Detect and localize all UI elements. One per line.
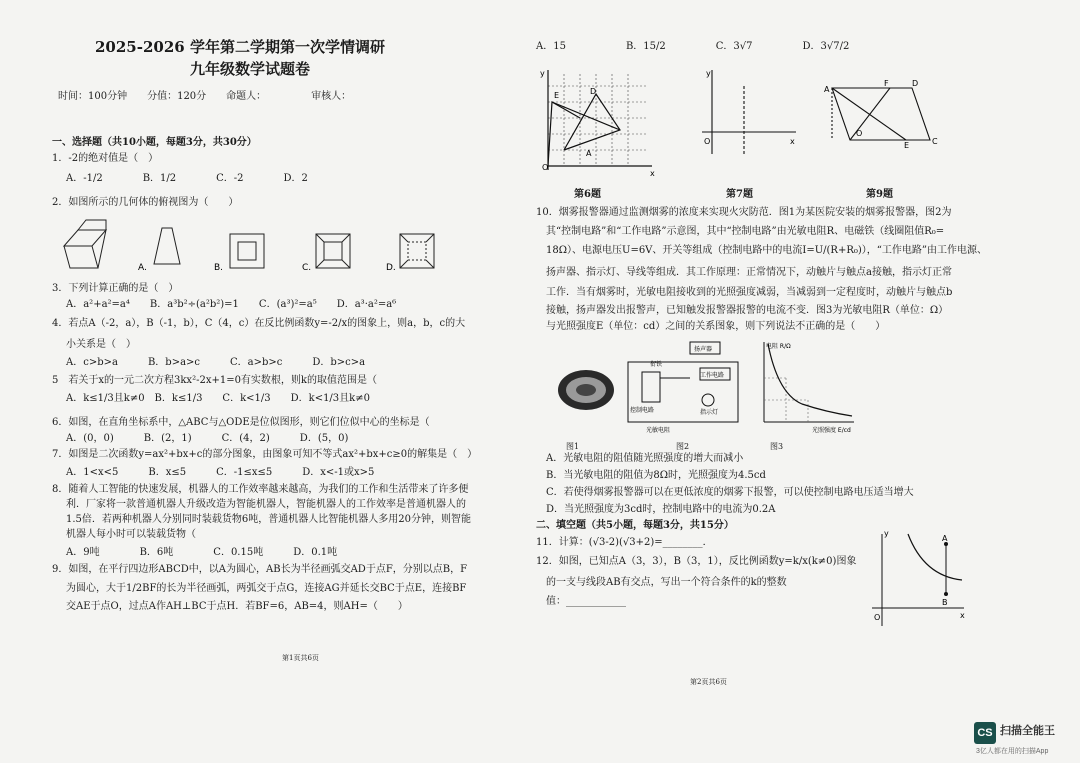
q4-options: A．c>b>a B．b>a>c C．a>b>c D．b>c>a bbox=[66, 357, 366, 368]
exam-subtitle: 九年级数学试题卷 bbox=[190, 60, 311, 78]
lamp-label: 指示灯 bbox=[700, 409, 719, 416]
svg-text:A.: A. bbox=[138, 263, 147, 273]
q3: 3．下列计算正确的是（ ） bbox=[52, 283, 179, 294]
svg-text:D: D bbox=[590, 87, 597, 96]
q8-line1: 8．随着人工智能的快速发展，机器人的工作效率越来越高，为我们的工作和生活带来了许多便 bbox=[52, 484, 469, 495]
q4: 4．若点A（-2，a），B（-1，b），C（4，c）在反比例函数y=-2/x的图象上，则a，b，c的大 bbox=[52, 318, 466, 329]
svg-text:E: E bbox=[904, 141, 910, 150]
svg-text:D.: D. bbox=[386, 263, 396, 273]
q6: 6．如图，在直角坐标系中，△ABC与△ODE是位似图形，则它们位似中心的坐标是（ bbox=[52, 417, 430, 428]
svg-text:y: y bbox=[540, 69, 545, 78]
svg-text:O: O bbox=[874, 613, 881, 622]
caption-fig7: 第7题 bbox=[726, 189, 753, 200]
q10-option-a: A．光敏电阻的阻值随光照强度的增大而减小 bbox=[546, 453, 744, 464]
svg-text:A: A bbox=[942, 534, 948, 543]
q8-line4: 机器人每小时可以装载货物（ bbox=[66, 529, 196, 540]
q10-line1: 10．烟雾报警器通过监测烟雾的浓度来实现火灾防范．图1为某医院安装的烟雾报警器，图2为 bbox=[536, 207, 952, 218]
q8-line2: 利．厂家将一款普通机器人升级改造为智能机器人，智能机器人的工作效率是普通机器人的 bbox=[66, 499, 466, 510]
page-footer-left: 第1页共6页 bbox=[282, 654, 319, 662]
q2-figures bbox=[58, 216, 438, 276]
q12-line1: 12．如图，已知点A（3，3），B（3，1），反比例函数y=k/x(k≠0)图象 bbox=[536, 556, 857, 567]
svg-text:A: A bbox=[824, 85, 830, 94]
iron-label: 衔铁 bbox=[650, 361, 663, 368]
q2: 2．如图所示的几何体的俯视图为（ ） bbox=[52, 197, 239, 208]
svg-text:y: y bbox=[706, 69, 711, 78]
q9-options: A．15 B．15/2 C．3√7 D．3√7/2 bbox=[536, 41, 850, 52]
fig3-ylabel: 电阻 R/Ω bbox=[766, 343, 791, 350]
svg-text:B: B bbox=[942, 598, 948, 607]
work-circuit-label: 工作电路 bbox=[700, 372, 725, 379]
q10-line6: 接触，扬声器发出报警声，已知触发报警器报警的电流不变．图3为光敏电阻R（单位：Ω） bbox=[546, 305, 949, 316]
q10-line2: 其“控制电路”和“工作电路”示意图，其中“控制电路”由光敏电阻R、电磁铁（线圈阻值R₀= bbox=[546, 226, 945, 237]
q11: 11．计算：(√3-2)(√3+2)=________． bbox=[536, 537, 713, 548]
q12-line2: 的一支与线段AB有交点，写出一个符合条件的k的整数 bbox=[546, 577, 787, 588]
q10-option-c: C．若使得烟雾报警器可以在更低浓度的烟雾下报警，可以使控制电路电压适当增大 bbox=[546, 487, 914, 498]
q9-line3: 交AE于点O，过点A作AH⊥BC于点H．若BF=6，AB=4，则AH=（ ） bbox=[66, 601, 408, 612]
exam-title: 2025-2026 学年第二学期第一次学情调研 bbox=[95, 38, 385, 56]
fig6-grid bbox=[538, 66, 658, 182]
q7: 7．如图是二次函数y=ax²+bx+c的部分图象，由图象可知不等式ax²+bx+c≥0的解集是（ ） bbox=[52, 449, 478, 460]
scanner-slogan: 3亿人都在用的扫描App bbox=[976, 748, 1049, 755]
fig3-xlabel: 光照强度 E/cd bbox=[812, 427, 851, 434]
control-circuit-label: 控制电路 bbox=[630, 407, 655, 414]
speaker-label: 扬声器 bbox=[694, 346, 713, 353]
caption-fig6: 第6题 bbox=[574, 189, 601, 200]
svg-text:O: O bbox=[542, 163, 549, 172]
light-resistor-label: 光敏电阻 bbox=[646, 427, 671, 434]
q1: 1．-2的绝对值是（ ） bbox=[52, 153, 159, 164]
svg-text:C: C bbox=[932, 137, 938, 146]
exam-info: 时间：100分钟 分值：120分 命题人： 审核人： bbox=[58, 91, 352, 102]
section2-heading: 二、填空题（共5小题，每题3分，共15分） bbox=[536, 520, 734, 531]
svg-text:B.: B. bbox=[214, 263, 224, 273]
q7-options: A．1<x<5 B．x≤5 C．-1≤x≤5 D．x<-1或x>5 bbox=[66, 467, 375, 478]
q12-graph bbox=[868, 530, 968, 630]
q10-line5: 工作．当有烟雾时，光敏电阻接收到的光照强度减弱，当减弱到一定程度时，动触片与触点b bbox=[546, 287, 953, 298]
q10-option-b: B．当光敏电阻的阻值为8Ω时，光照强度为4.5cd bbox=[546, 470, 766, 481]
page-footer-right: 第2页共6页 bbox=[690, 678, 727, 686]
fig1-caption: 图1 bbox=[566, 442, 580, 451]
q10-line4: 扬声器、指示灯、导线等组成．其工作原理：正常情况下，动触片与触点a接触，指示灯正常 bbox=[546, 267, 952, 278]
svg-text:x: x bbox=[790, 137, 795, 146]
fig7-axes bbox=[700, 66, 800, 166]
q5: 5 若关于x的一元二次方程3kx²-2x+1=0有实数根，则k的取值范围是（ bbox=[52, 375, 377, 386]
q5-options: A．k≤1/3且k≠0 B．k≤1/3 C．k<1/3 D．k<1/3且k≠0 bbox=[66, 393, 370, 404]
svg-text:E: E bbox=[554, 91, 560, 100]
q8-line3: 1.5倍．若两种机器人分别同时装载货物6吨，普通机器人比智能机器人多用20分钟，则智能 bbox=[66, 514, 471, 525]
caption-fig9: 第9题 bbox=[866, 189, 893, 200]
q4-continued: 小关系是（ ） bbox=[66, 339, 136, 350]
svg-text:O: O bbox=[856, 129, 863, 138]
svg-text:x: x bbox=[650, 169, 655, 178]
fig2-caption: 图2 bbox=[676, 442, 690, 451]
q9-line1: 9．如图，在平行四边形ABCD中，以A为圆心，AB长为半径画弧交AD于点F，分别以点B，F bbox=[52, 564, 468, 575]
q10-line3: 18Ω）、电源电压U=6V、开关等组成（控制电路中的电流I=U/(R+R₀)），“工作电路”由工作电源、 bbox=[546, 245, 988, 256]
q10-line7: 与光照强度E（单位：cd）之间的关系图象，则下列说法不正确的是（ ） bbox=[546, 321, 886, 332]
fig9-parallelogram bbox=[820, 78, 940, 150]
scanner-brand-name: 扫描全能王 bbox=[1000, 725, 1055, 737]
q3-options: A．a²+a²=a⁴ B．a³b²÷(a²b²)=1 C．(a³)²=a⁵ D．a³·a²=a⁶ bbox=[66, 299, 397, 310]
svg-text:C.: C. bbox=[302, 263, 312, 273]
svg-text:y: y bbox=[884, 530, 889, 538]
svg-text:D: D bbox=[912, 79, 919, 88]
fig3-caption: 图3 bbox=[770, 442, 784, 451]
q8-options: A．9吨 B．6吨 C．0.15吨 D．0.1吨 bbox=[66, 547, 338, 558]
svg-text:F: F bbox=[884, 79, 889, 88]
q9-line2: 为圆心，大于1/2BF的长为半径画弧，两弧交于点G，连接AG并延长交BC于点E，连接BF bbox=[66, 583, 467, 594]
q12-line3: 值：____________ bbox=[546, 596, 626, 607]
svg-text:O: O bbox=[704, 137, 711, 146]
svg-text:A: A bbox=[586, 149, 592, 158]
q10-figures bbox=[550, 338, 870, 438]
q1-options: A．-1/2 B．1/2 C．-2 D．2 bbox=[66, 173, 308, 184]
q6-options: A．(0，0) B．(2，1) C．(4，2) D．(5，0) bbox=[66, 433, 349, 444]
scanner-logo: CS bbox=[974, 722, 996, 744]
svg-text:x: x bbox=[960, 611, 965, 620]
q10-option-d: D．当光照强度为3cd时，控制电路中的电流为0.2A bbox=[546, 504, 776, 515]
section1-heading: 一、选择题（共10小题，每题3分，共30分） bbox=[52, 137, 257, 148]
